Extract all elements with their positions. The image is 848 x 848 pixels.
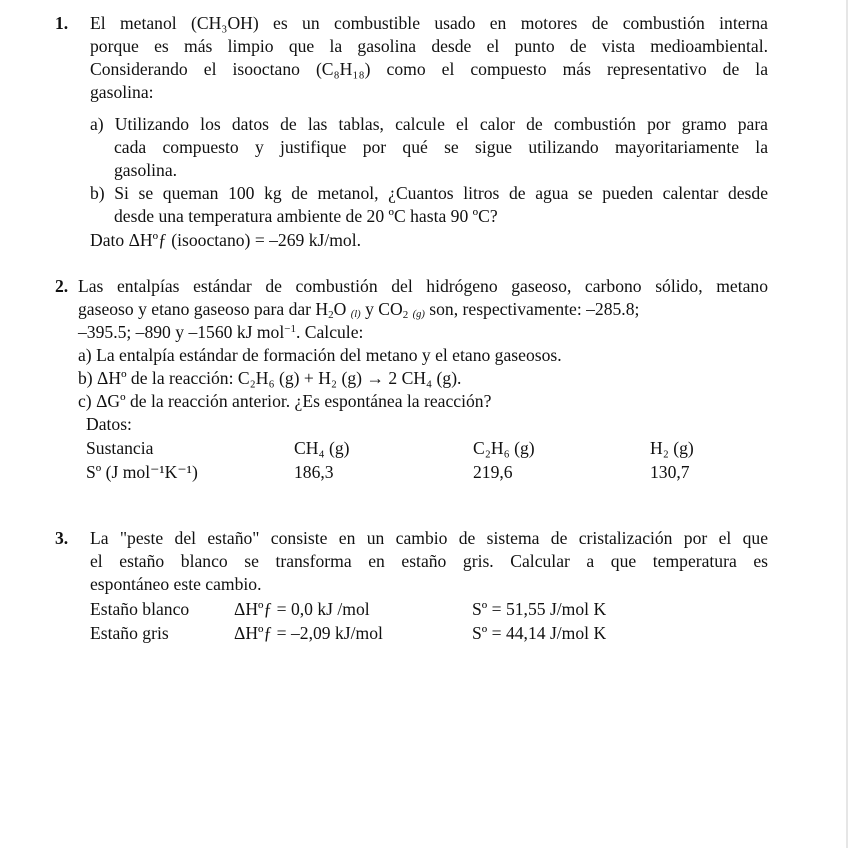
q3-line-3: espontáneo este cambio.	[90, 574, 262, 594]
q2-datos-label: Datos:	[86, 414, 132, 434]
q3-row-2-name: Estaño gris	[90, 623, 169, 643]
q3-row-1-enthalpy: ΔHºƒ = 0,0 kJ /mol	[234, 599, 370, 619]
q2-line-3-text-a: –395.5; –890 y –1560 kJ mol	[78, 322, 285, 342]
table-header-sustancia: Sustancia	[86, 438, 154, 458]
q1-dato: Dato ΔHºƒ (isooctano) = –269 kJ/mol.	[90, 230, 362, 250]
table-value-h2: 130,7	[650, 462, 690, 482]
q3-line-1: La "peste del estaño" consiste en un cambio de sistema de cristalización por el que	[90, 528, 768, 548]
q2-line-3-superscript: −1	[284, 323, 296, 335]
q2-h2o-subscript: 2	[328, 309, 334, 321]
q2-line-2-text-c: son, respectivamente: –285.8;	[424, 299, 640, 319]
q1-a-line-2: cada compuesto y justifique por qué se sigue utilizando mayoritariamente la	[114, 137, 768, 157]
q1-line-4: gasolina:	[90, 82, 154, 102]
q2-number: 2.	[55, 276, 69, 296]
q2-line-2-text-a: gaseoso y etano gaseoso para dar H	[78, 299, 329, 319]
table-header-h2: H₂ (g)	[650, 438, 694, 458]
q2-part-a: a) La entalpía estándar de formación del metano y el etano gaseosos.	[78, 345, 562, 365]
q2-phase-gas: (g)	[412, 309, 425, 320]
table-header-c2h6: C₂H₆ (g)	[473, 438, 535, 458]
table-row-label: Sº (J mol⁻¹K⁻¹)	[86, 462, 198, 482]
q2-phase-liquid: (l)	[350, 309, 361, 320]
q1-a-line-3: gasolina.	[114, 160, 178, 180]
q1-a-line-1: a) Utilizando los datos de las tablas, calcule el calor de combustión por gramo para	[90, 114, 768, 134]
q3-row-2-enthalpy: ΔHºƒ = –2,09 kJ/mol	[234, 623, 383, 643]
q2-line-2-text-b: y CO	[360, 299, 403, 319]
q2-line-3-text-b: . Calcule:	[295, 322, 364, 342]
q3-line-2: el estaño blanco se transforma en estaño gris. Calcular a que temperatura es	[90, 551, 768, 571]
q2-line-2	[78, 298, 639, 321]
q1-b-line-1: b) Si se queman 100 kg de metanol, ¿Cuantos litros de agua se pueden calentar desde	[90, 183, 768, 203]
q1-line-3: Considerando el isooctano (C₈H₁₈) como el compuesto más representativo de la	[90, 59, 768, 79]
q2-line-1: Las entalpías estándar de combustión del hidrógeno gaseoso, carbono sólido, metano	[78, 276, 768, 296]
q2-h2o-o: O	[333, 299, 347, 319]
q2-part-c: c) ΔGº de la reacción anterior. ¿Es espontánea la reacción?	[78, 391, 492, 411]
q1-b-line-2: desde una temperatura ambiente de 20 ºC hasta 90 ºC?	[114, 206, 498, 226]
q2-line-3	[78, 321, 363, 344]
q1-line-2: porque es más limpio que la gasolina desde el punto de vista medioambiental.	[90, 36, 768, 56]
q2-part-b: b) ΔHº de la reacción: C₂H₆ (g) + H₂ (g) → 2 CH₄ (g).	[78, 368, 462, 388]
q1-number: 1.	[55, 13, 69, 33]
q1-line-1: El metanol (CH₃OH) es un combustible usado en motores de combustión interna	[90, 13, 768, 33]
table-value-c2h6: 219,6	[473, 462, 513, 482]
q3-row-1-name: Estaño blanco	[90, 599, 190, 619]
q3-row-2-entropy: Sº = 44,14 J/mol K	[472, 623, 607, 643]
q2-co2-subscript: 2	[402, 309, 409, 321]
table-header-ch4: CH₄ (g)	[294, 438, 350, 458]
q3-row-1-entropy: Sº = 51,55 J/mol K	[472, 599, 607, 619]
table-value-ch4: 186,3	[294, 462, 334, 482]
q3-number: 3.	[55, 528, 69, 548]
